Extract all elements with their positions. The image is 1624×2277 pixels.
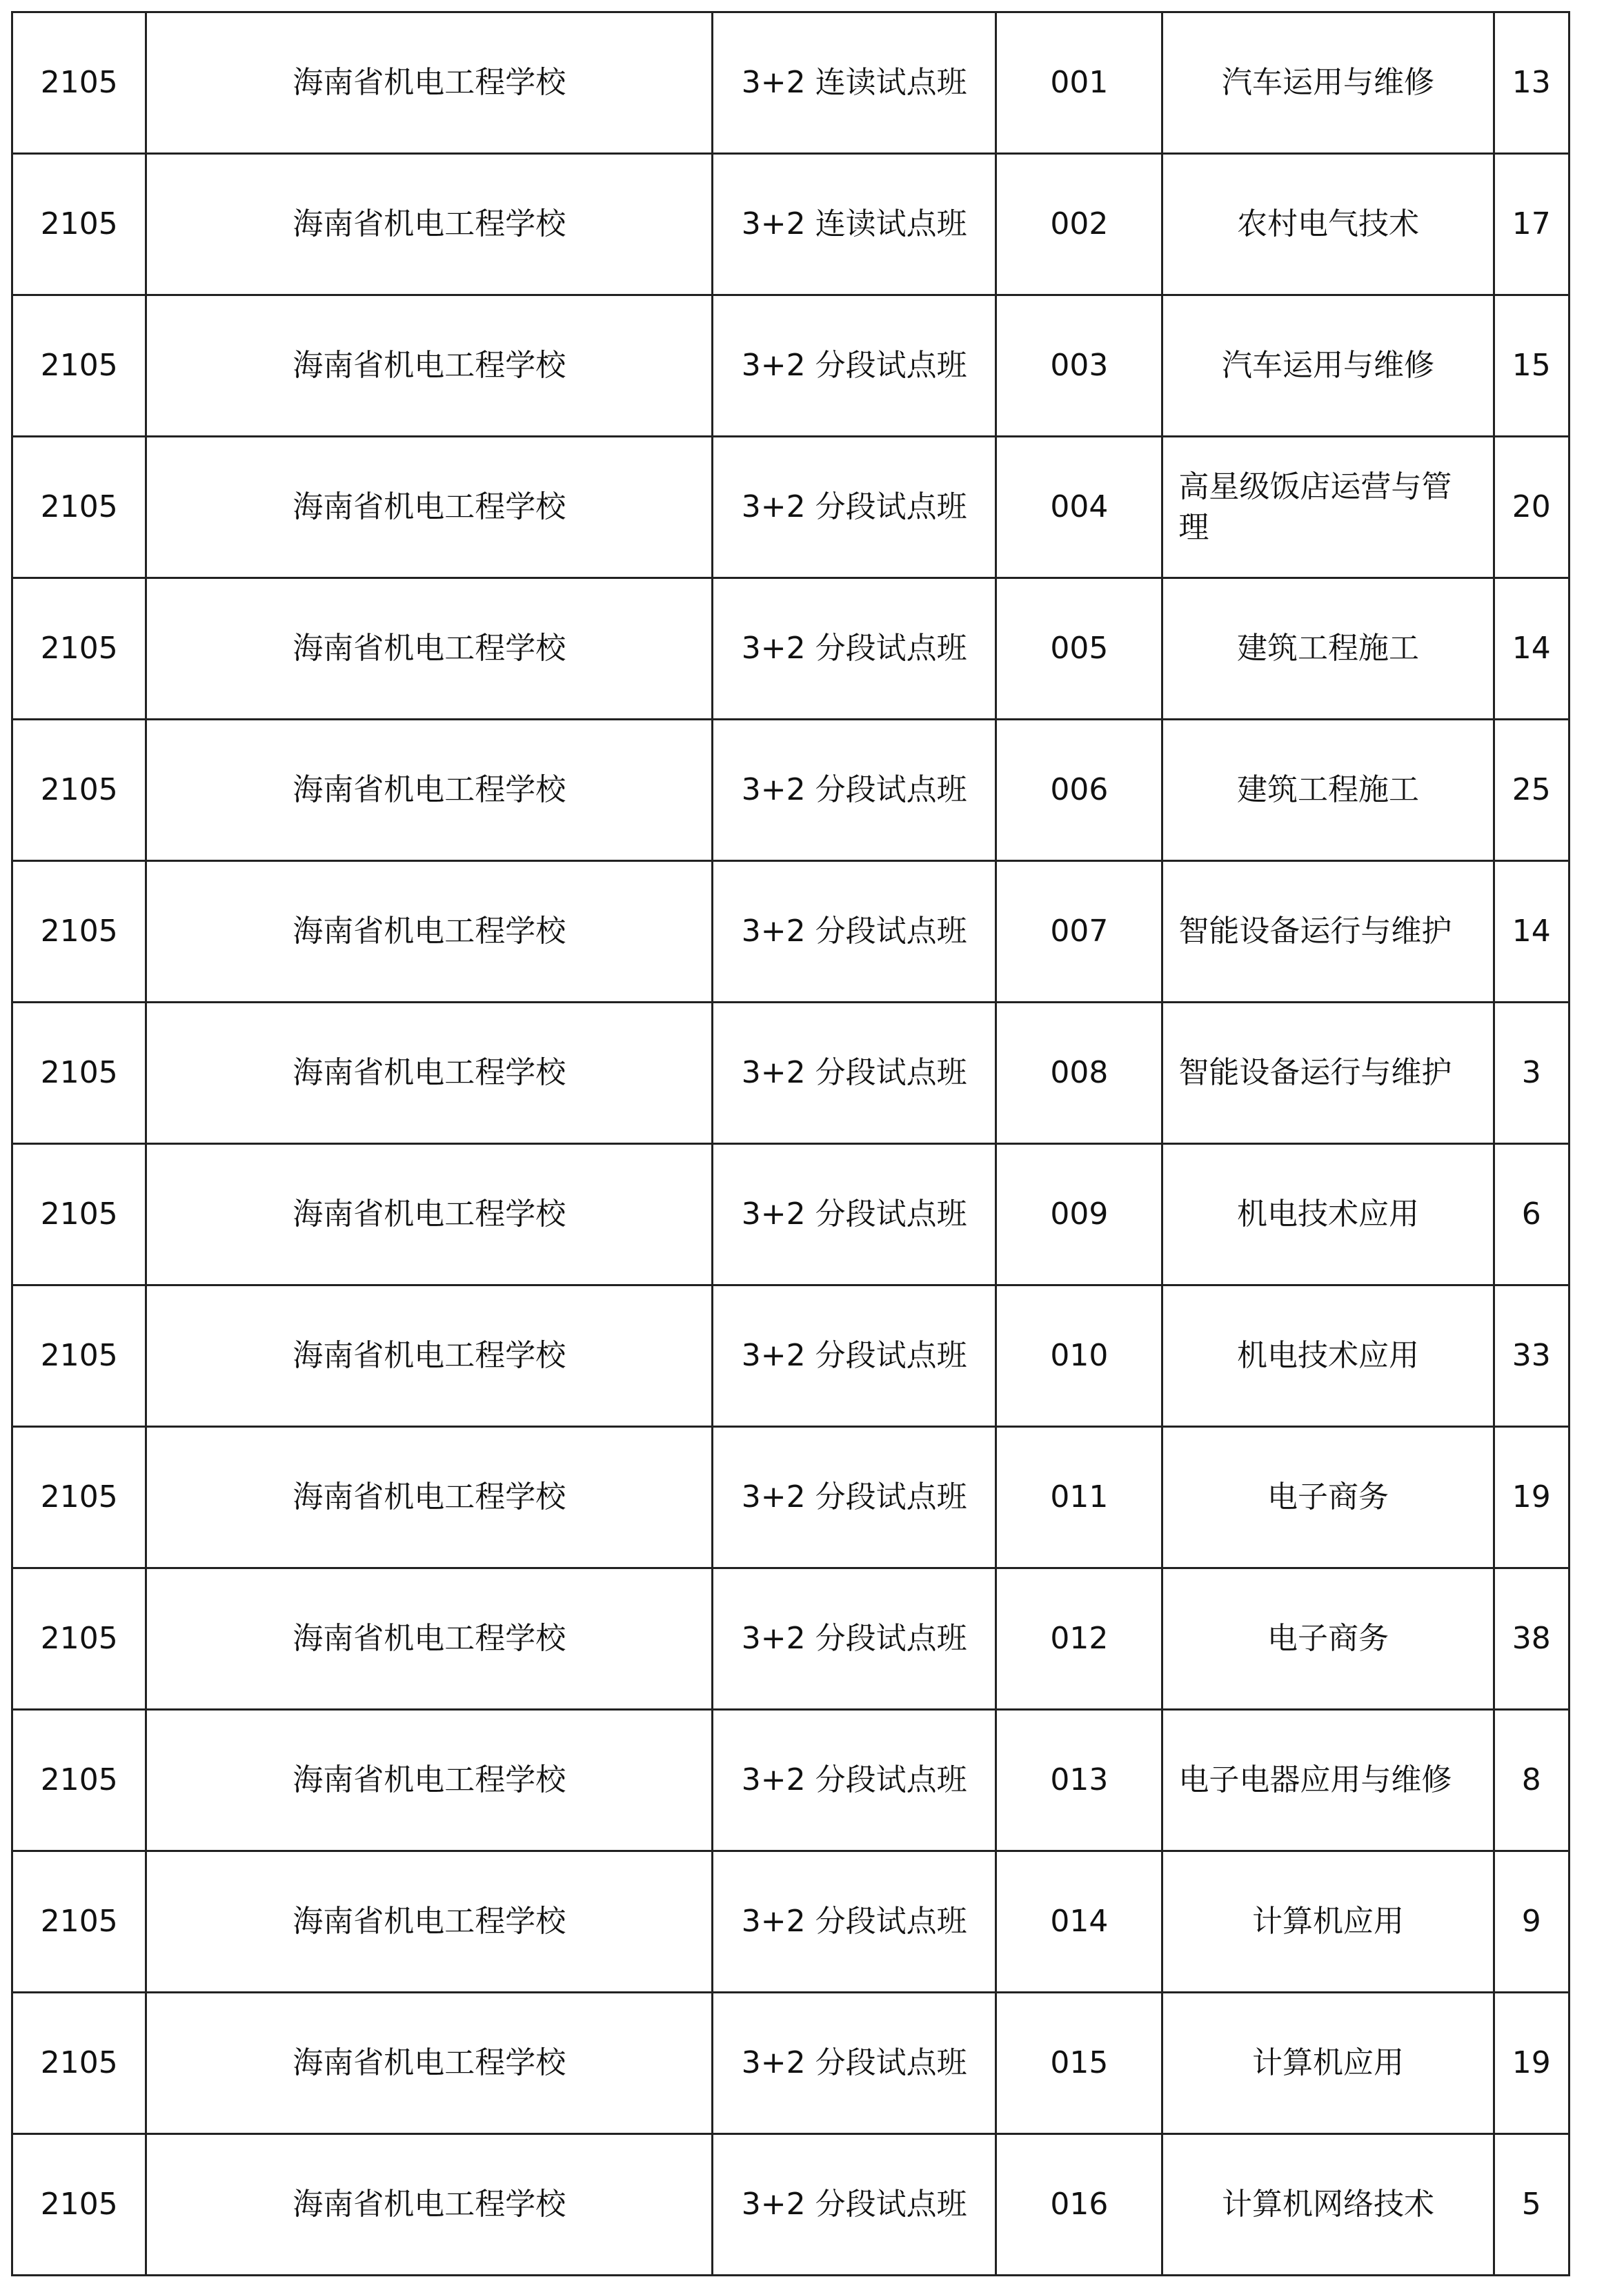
- class-type-cell-text: 3+2 分段试点班: [741, 1762, 967, 1798]
- major-seq-cell: [996, 437, 1162, 578]
- major-seq-cell-text: 010: [1050, 1338, 1109, 1374]
- school-code-cell-text: 2105: [40, 1904, 118, 1940]
- plan-count-cell-text: 19: [1512, 2045, 1551, 2081]
- school-code-cell: [12, 295, 146, 437]
- school-code-cell-text: 2105: [40, 1338, 118, 1374]
- class-type-cell-text: 3+2 分段试点班: [741, 772, 967, 808]
- major-name-cell-text: 计算机应用: [1251, 1904, 1404, 1940]
- school-name-cell-text: 海南省机电工程学校: [293, 206, 566, 242]
- major-name-cell-text: 智能设备运行与维护: [1178, 914, 1452, 949]
- major-seq-cell: [996, 720, 1162, 861]
- major-name-cell: [1162, 295, 1494, 437]
- school-code-cell: [12, 2134, 146, 2276]
- school-name-cell: [146, 861, 713, 1003]
- plan-count-cell-text: 8: [1521, 1762, 1541, 1798]
- school-code-cell-text: 2105: [40, 1196, 118, 1232]
- major-seq-cell-text: 009: [1050, 1196, 1109, 1232]
- school-code-cell: [12, 1851, 146, 1993]
- class-type-cell: [713, 1144, 996, 1285]
- table-row: [12, 1427, 1569, 1568]
- class-type-cell: [713, 1993, 996, 2134]
- major-name-cell: [1162, 2134, 1494, 2276]
- major-seq-cell: [996, 1710, 1162, 1851]
- school-code-cell: [12, 578, 146, 720]
- major-seq-cell-text: 012: [1050, 1621, 1109, 1657]
- school-name-cell-text: 海南省机电工程学校: [293, 2187, 566, 2222]
- plan-count-cell-text: 25: [1512, 772, 1551, 808]
- class-type-cell: [713, 295, 996, 437]
- table-row: [12, 154, 1569, 295]
- class-type-cell-text: 3+2 分段试点班: [741, 2045, 967, 2081]
- major-seq-cell: [996, 1427, 1162, 1568]
- plan-count-cell-text: 9: [1521, 1904, 1541, 1940]
- plan-count-cell: [1494, 1993, 1569, 2134]
- major-seq-cell: [996, 578, 1162, 720]
- school-name-cell: [146, 1285, 713, 1427]
- school-name-cell: [146, 1003, 713, 1144]
- class-type-cell-text: 3+2 连读试点班: [741, 65, 967, 101]
- school-name-cell-text: 海南省机电工程学校: [293, 65, 566, 101]
- major-name-cell-text: 电子商务: [1267, 1479, 1389, 1515]
- major-seq-cell: [996, 1568, 1162, 1710]
- school-code-cell: [12, 1144, 146, 1285]
- major-seq-cell-text: 007: [1050, 914, 1109, 949]
- school-code-cell-text: 2105: [40, 1621, 118, 1657]
- class-type-cell: [713, 12, 996, 154]
- plan-count-cell-text: 13: [1512, 65, 1551, 101]
- major-name-cell: [1162, 437, 1494, 578]
- major-seq-cell: [996, 1003, 1162, 1144]
- school-code-cell-text: 2105: [40, 914, 118, 949]
- school-name-cell: [146, 295, 713, 437]
- school-name-cell-text: 海南省机电工程学校: [293, 2045, 566, 2081]
- class-type-cell-text: 3+2 分段试点班: [741, 1055, 967, 1091]
- table-row: [12, 1993, 1569, 2134]
- plan-count-cell: [1494, 578, 1569, 720]
- major-name-cell-text: 机电技术应用: [1236, 1338, 1419, 1374]
- school-code-cell-text: 2105: [40, 772, 118, 808]
- school-name-cell-text: 海南省机电工程学校: [293, 914, 566, 949]
- major-name-cell-text: 机电技术应用: [1236, 1196, 1419, 1232]
- school-name-cell: [146, 1710, 713, 1851]
- class-type-cell: [713, 437, 996, 578]
- plan-count-cell: [1494, 1710, 1569, 1851]
- school-name-cell: [146, 154, 713, 295]
- class-type-cell: [713, 720, 996, 861]
- table-row: [12, 1851, 1569, 1993]
- class-type-cell: [713, 1427, 996, 1568]
- major-name-cell: [1162, 1993, 1494, 2134]
- plan-count-cell: [1494, 1851, 1569, 1993]
- plan-count-cell: [1494, 1568, 1569, 1710]
- school-name-cell: [146, 578, 713, 720]
- major-seq-cell: [996, 154, 1162, 295]
- major-name-cell-text: 电子商务: [1267, 1621, 1389, 1657]
- school-code-cell-text: 2105: [40, 1055, 118, 1091]
- major-name-cell-text: 计算机网络技术: [1221, 2187, 1434, 2222]
- major-seq-cell-text: 016: [1050, 2187, 1109, 2222]
- major-seq-cell-text: 004: [1050, 489, 1109, 525]
- major-name-cell-text: 电子电器应用与维修: [1178, 1762, 1452, 1798]
- class-type-cell: [713, 1003, 996, 1144]
- school-name-cell-text: 海南省机电工程学校: [293, 772, 566, 808]
- school-code-cell-text: 2105: [40, 1762, 118, 1798]
- class-type-cell: [713, 861, 996, 1003]
- plan-count-cell-text: 5: [1521, 2187, 1541, 2222]
- major-seq-cell: [996, 295, 1162, 437]
- major-name-cell: [1162, 1003, 1494, 1144]
- major-seq-cell-text: 011: [1050, 1479, 1109, 1515]
- major-name-cell: [1162, 154, 1494, 295]
- class-type-cell: [713, 1710, 996, 1851]
- school-name-cell: [146, 2134, 713, 2276]
- school-code-cell-text: 2105: [40, 206, 118, 242]
- major-name-cell-text: 智能设备运行与维护: [1178, 1055, 1452, 1091]
- school-name-cell-text: 海南省机电工程学校: [293, 1762, 566, 1798]
- school-name-cell-text: 海南省机电工程学校: [293, 1904, 566, 1940]
- school-code-cell: [12, 437, 146, 578]
- school-name-cell: [146, 437, 713, 578]
- school-name-cell: [146, 1427, 713, 1568]
- plan-count-cell-text: 6: [1521, 1196, 1541, 1232]
- class-type-cell-text: 3+2 分段试点班: [741, 1196, 967, 1232]
- plan-count-cell-text: 20: [1512, 489, 1551, 525]
- school-name-cell: [146, 12, 713, 154]
- major-name-cell-text: 汽车运用与维修: [1221, 348, 1434, 384]
- plan-count-cell: [1494, 1285, 1569, 1427]
- table-row: [12, 437, 1569, 578]
- school-name-cell-text: 海南省机电工程学校: [293, 1196, 566, 1232]
- major-name-cell-text: 高星级饭店运营与管理: [1178, 469, 1452, 545]
- major-seq-cell: [996, 2134, 1162, 2276]
- major-seq-cell: [996, 1144, 1162, 1285]
- class-type-cell-text: 3+2 分段试点班: [741, 1479, 967, 1515]
- school-code-cell: [12, 1993, 146, 2134]
- plan-count-cell-text: 14: [1512, 914, 1551, 949]
- school-name-cell-text: 海南省机电工程学校: [293, 1621, 566, 1657]
- major-name-cell: [1162, 1851, 1494, 1993]
- school-code-cell-text: 2105: [40, 489, 118, 525]
- school-name-cell-text: 海南省机电工程学校: [293, 489, 566, 525]
- major-name-cell: [1162, 1710, 1494, 1851]
- major-seq-cell: [996, 861, 1162, 1003]
- major-name-cell: [1162, 12, 1494, 154]
- major-name-cell-text: 农村电气技术: [1236, 206, 1419, 242]
- major-seq-cell: [996, 1993, 1162, 2134]
- school-code-cell-text: 2105: [40, 2187, 118, 2222]
- plan-count-cell: [1494, 295, 1569, 437]
- table-row: [12, 12, 1569, 154]
- school-code-cell: [12, 1285, 146, 1427]
- school-code-cell: [12, 12, 146, 154]
- plan-count-cell: [1494, 1144, 1569, 1285]
- major-seq-cell-text: 008: [1050, 1055, 1109, 1091]
- major-name-cell: [1162, 1427, 1494, 1568]
- plan-count-cell: [1494, 12, 1569, 154]
- table-row: [12, 1285, 1569, 1427]
- table-row: [12, 861, 1569, 1003]
- major-seq-cell: [996, 1285, 1162, 1427]
- class-type-cell-text: 3+2 分段试点班: [741, 1338, 967, 1374]
- plan-count-cell: [1494, 1427, 1569, 1568]
- major-seq-cell: [996, 1851, 1162, 1993]
- major-name-cell: [1162, 578, 1494, 720]
- school-name-cell: [146, 1144, 713, 1285]
- major-name-cell: [1162, 1144, 1494, 1285]
- table-row: [12, 1144, 1569, 1285]
- table-row: [12, 720, 1569, 861]
- class-type-cell: [713, 1851, 996, 1993]
- plan-count-cell-text: 19: [1512, 1479, 1551, 1515]
- major-name-cell-text: 计算机应用: [1251, 2045, 1404, 2081]
- school-code-cell: [12, 1710, 146, 1851]
- school-code-cell-text: 2105: [40, 2045, 118, 2081]
- school-code-cell: [12, 1427, 146, 1568]
- school-name-cell-text: 海南省机电工程学校: [293, 1055, 566, 1091]
- major-seq-cell-text: 005: [1050, 631, 1109, 667]
- major-seq-cell-text: 013: [1050, 1762, 1109, 1798]
- plan-count-cell-text: 3: [1521, 1055, 1541, 1091]
- school-name-cell-text: 海南省机电工程学校: [293, 1479, 566, 1515]
- table-row: [12, 1003, 1569, 1144]
- school-name-cell: [146, 720, 713, 861]
- major-seq-cell-text: 003: [1050, 348, 1109, 384]
- major-name-cell: [1162, 861, 1494, 1003]
- major-seq-cell-text: 001: [1050, 65, 1109, 101]
- class-type-cell: [713, 578, 996, 720]
- class-type-cell-text: 3+2 分段试点班: [741, 1904, 967, 1940]
- major-name-cell: [1162, 1285, 1494, 1427]
- class-type-cell: [713, 1285, 996, 1427]
- table-row: [12, 1568, 1569, 1710]
- class-type-cell: [713, 1568, 996, 1710]
- school-name-cell: [146, 1568, 713, 1710]
- enrollment-table: [11, 11, 1570, 2276]
- school-code-cell: [12, 154, 146, 295]
- table-row: [12, 578, 1569, 720]
- major-name-cell: [1162, 1568, 1494, 1710]
- school-code-cell-text: 2105: [40, 631, 118, 667]
- class-type-cell-text: 3+2 分段试点班: [741, 914, 967, 949]
- plan-count-cell: [1494, 861, 1569, 1003]
- major-name-cell-text: 建筑工程施工: [1236, 631, 1419, 667]
- class-type-cell-text: 3+2 连读试点班: [741, 206, 967, 242]
- plan-count-cell: [1494, 1003, 1569, 1144]
- class-type-cell-text: 3+2 分段试点班: [741, 1621, 967, 1657]
- major-seq-cell-text: 006: [1050, 772, 1109, 808]
- class-type-cell: [713, 154, 996, 295]
- table-row: [12, 1710, 1569, 1851]
- table-body: [12, 12, 1569, 2276]
- table-row: [12, 295, 1569, 437]
- class-type-cell: [713, 2134, 996, 2276]
- plan-count-cell-text: 15: [1512, 348, 1551, 384]
- major-seq-cell-text: 014: [1050, 1904, 1109, 1940]
- plan-count-cell-text: 38: [1512, 1621, 1551, 1657]
- major-name-cell-text: 汽车运用与维修: [1221, 65, 1434, 101]
- plan-count-cell: [1494, 2134, 1569, 2276]
- plan-count-cell-text: 14: [1512, 631, 1551, 667]
- major-name-cell-text: 建筑工程施工: [1236, 772, 1419, 808]
- school-code-cell-text: 2105: [40, 65, 118, 101]
- school-name-cell-text: 海南省机电工程学校: [293, 1338, 566, 1374]
- school-code-cell: [12, 1568, 146, 1710]
- school-code-cell-text: 2105: [40, 348, 118, 384]
- school-name-cell-text: 海南省机电工程学校: [293, 348, 566, 384]
- school-code-cell: [12, 720, 146, 861]
- plan-count-cell: [1494, 437, 1569, 578]
- school-code-cell-text: 2105: [40, 1479, 118, 1515]
- school-code-cell: [12, 1003, 146, 1144]
- plan-count-cell-text: 17: [1512, 206, 1551, 242]
- major-seq-cell-text: 015: [1050, 2045, 1109, 2081]
- major-name-cell: [1162, 720, 1494, 861]
- table-row: [12, 2134, 1569, 2276]
- plan-count-cell: [1494, 154, 1569, 295]
- plan-count-cell-text: 33: [1512, 1338, 1551, 1374]
- school-code-cell: [12, 861, 146, 1003]
- class-type-cell-text: 3+2 分段试点班: [741, 631, 967, 667]
- major-seq-cell: [996, 12, 1162, 154]
- major-seq-cell-text: 002: [1050, 206, 1109, 242]
- class-type-cell-text: 3+2 分段试点班: [741, 489, 967, 525]
- school-name-cell: [146, 1851, 713, 1993]
- class-type-cell-text: 3+2 分段试点班: [741, 348, 967, 384]
- plan-count-cell: [1494, 720, 1569, 861]
- school-name-cell: [146, 1993, 713, 2134]
- school-name-cell-text: 海南省机电工程学校: [293, 631, 566, 667]
- class-type-cell-text: 3+2 分段试点班: [741, 2187, 967, 2222]
